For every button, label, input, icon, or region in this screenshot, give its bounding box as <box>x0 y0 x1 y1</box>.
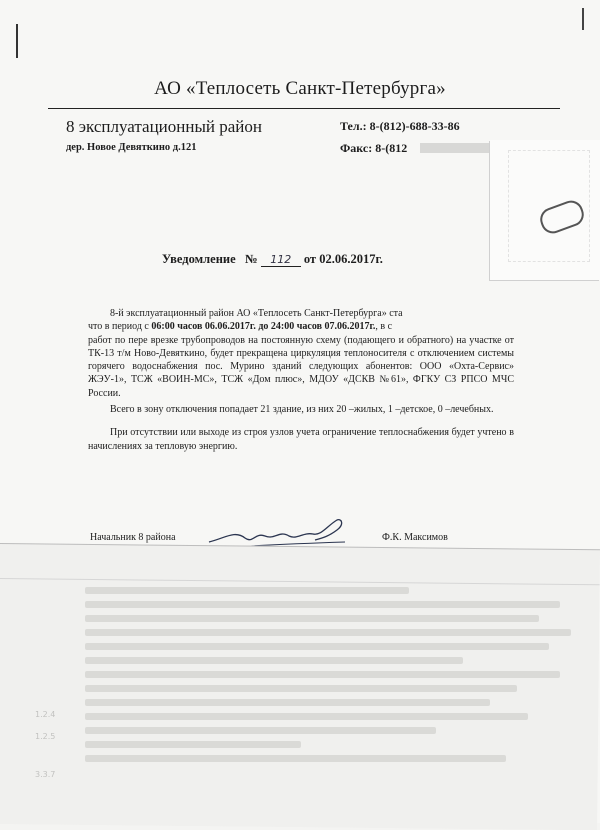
phone-number: Тел.: 8-(812)-688-33-86 <box>340 119 460 133</box>
body-lead: 8-й эксплуатационный район АО «Теплосеть Санкт-Петербурга» ста <box>110 308 403 319</box>
organization-title: АО «Теплосеть Санкт-Петербурга» <box>154 78 446 99</box>
underlying-sheet-text <box>35 580 585 823</box>
meter-note: При отсутствии или выходе из строя узлов учета ограничение теплоснабжения будет учтено в начислениях за тепловую энергию. <box>88 427 514 452</box>
row-number: 1.2.5 <box>35 732 56 741</box>
body-paragraph <box>88 307 514 334</box>
scan-artifact <box>16 24 18 58</box>
header-divider <box>48 108 560 109</box>
notice-heading <box>162 252 383 267</box>
scan-artifact <box>582 8 584 30</box>
notice-body <box>88 307 514 453</box>
period-to: 24:00 часов 07.06.2017г. <box>270 321 376 333</box>
notice-number-symbol: № <box>245 252 258 266</box>
fax-obscured <box>420 143 490 153</box>
signatory-title: Начальник 8 района <box>90 532 176 543</box>
district-address: дер. Новое Девяткино д.121 <box>66 142 197 153</box>
period-to-word: до <box>255 321 271 333</box>
total-buildings: Всего в зону отключения попадает 21 здание, из них 20 –жилых, 1 –детское, 0 –лечебных. <box>110 404 494 416</box>
fax-number: Факс: 8-(812 <box>340 141 408 155</box>
notice-date: от 02.06.2017г. <box>303 252 383 266</box>
signatory-name: Ф.К. Максимов <box>382 532 448 543</box>
row-number: 3.3.7 <box>35 770 56 779</box>
body-paragraph: работ по пере врезке трубопроводов на постоянную схему (подающего и обратного) на участке от ТК-13 т/м Ново-Девяткино, будет прекращена циркуляция теплоносителя с отключением системы горячего водоснабжения пос. Мурино зданий следующих абонентов: ООО «Охта-Сервис» ЖЭУ-1», ТСЖ «ВОИН-МС», ТСЖ «Дом плюс», МДОУ «ДСКВ №61», ФГКУ СЗ РПСО МЧС России. <box>88 334 514 399</box>
period-from: 06:00 часов 06.06.2017г. <box>151 321 256 333</box>
notice-number: 112 <box>261 253 301 267</box>
period-prefix: что в период с <box>88 321 152 333</box>
notice-title: Уведомление <box>162 252 236 266</box>
period-tail: , в с <box>375 321 393 333</box>
district-name: 8 эксплуатационный район <box>66 117 262 136</box>
row-number: 1.2.4 <box>35 710 56 719</box>
